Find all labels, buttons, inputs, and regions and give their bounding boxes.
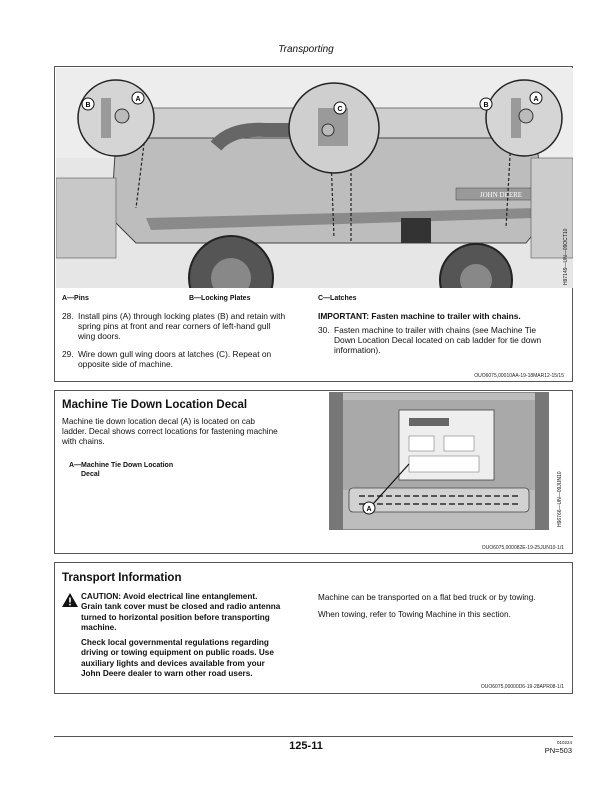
caption-locking-plates: B—Locking Plates [189, 295, 251, 302]
callout-b-right [480, 98, 492, 110]
callout-a-right [530, 92, 542, 104]
figure-code-2: H96766—UN—09JUN10 [557, 471, 563, 527]
footer-small-code: 010224 [556, 740, 572, 745]
transport-method-text: Machine can be transported on a flat bed truck or by towing. [318, 593, 536, 602]
callout-a-decal [363, 502, 375, 514]
svg-text:B: B [483, 102, 489, 109]
callout-c [334, 102, 346, 114]
regulations-text: Check local governmental regulations regarding driving or towing equipment on public roads. Use auxiliary lights and devices available from your John Deere dealer to warn other road users. [81, 638, 274, 679]
caption-latches: C—Latches [318, 295, 357, 302]
svg-text:A: A [533, 96, 539, 103]
svg-text:C: C [337, 106, 343, 113]
step-29: 29. Wire down gull wing doors at latches (C). Repeat on opposite side of machine. [62, 349, 272, 369]
step-30: 30. Fasten machine to trailer with chains (see Machine Tie Down Location Decal located on cab ladder for tie down information). [318, 325, 542, 355]
important-note: IMPORTANT: Fasten machine to trailer with chains. [318, 311, 521, 321]
svg-text:B: B [85, 102, 91, 109]
tie-down-body: Machine tie down location decal (A) is located on cab ladder. Decal shows correct locations for fastening machine with chains. [62, 417, 278, 447]
callout-b-left [82, 98, 94, 110]
towing-reference-text: When towing, refer to Towing Machine in this section. [318, 610, 511, 619]
cab-ladder-figure [329, 392, 549, 530]
caption-pins: A—Pins [62, 295, 89, 302]
combine-figure [56, 68, 573, 288]
page-number: 125-11 [289, 740, 323, 752]
section-tie-down-decal [54, 390, 573, 554]
section-gull-wing-doors [54, 66, 573, 382]
running-header: Transporting [278, 44, 334, 55]
footer-divider [54, 736, 573, 737]
ref-code-3: OUO6075,00000D6-19-28APR08-1/1 [480, 684, 564, 690]
part-number: PN=503 [544, 746, 572, 755]
brand-label: JOHN DEERE [479, 191, 523, 199]
svg-text:A: A [135, 96, 141, 103]
ref-code-2: OUO6075,000082E-19-25JUN10-1/1 [481, 545, 564, 551]
section-title-tie-down: Machine Tie Down Location Decal [62, 399, 248, 411]
caption-decal: A—Machine Tie Down Location Decal [69, 462, 174, 478]
ref-code-1: OUO6075,00010AA-19-18MAR12-15/15 [474, 373, 564, 379]
svg-text:A: A [366, 506, 372, 513]
step-28: 28. Install pins (A) through locking plates (B) and retain with spring pins at front and rear corners of left-hand gull wing doors. [62, 311, 286, 341]
callout-a-left [132, 92, 144, 104]
section-transport-info [54, 562, 573, 694]
warning-icon [62, 593, 78, 607]
caution-text: CAUTION: Avoid electrical line entanglement. Grain tank cover must be closed and radio antenna turned to horizontal position before transporting machine. [81, 592, 281, 633]
figure-code-1: H97149—UN—09OCT10 [563, 228, 569, 285]
section-title-transport: Transport Information [62, 572, 182, 584]
